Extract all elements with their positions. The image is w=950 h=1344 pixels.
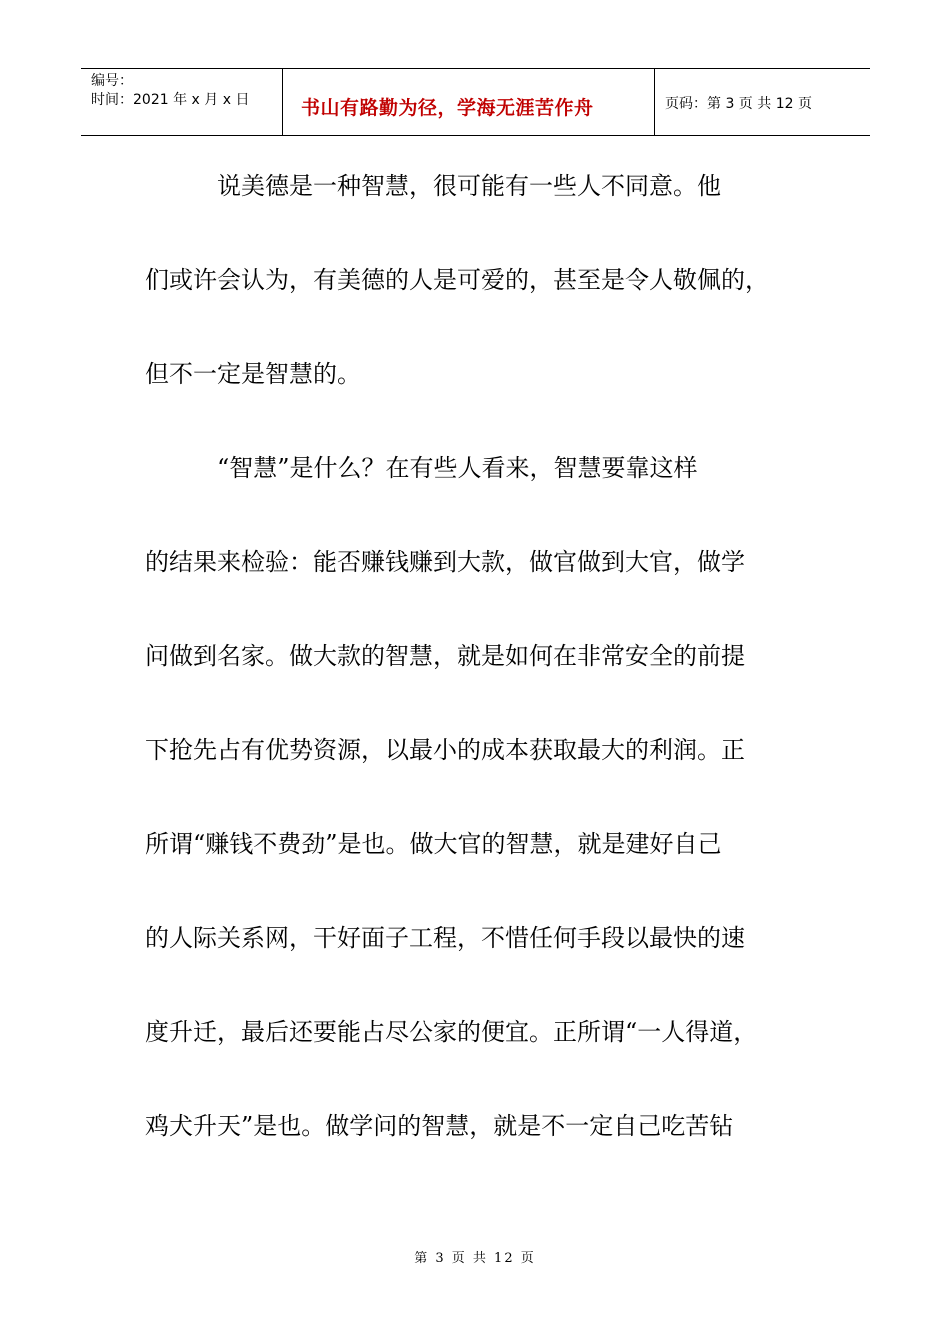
- text-line: 的人际关系网，干好面子工程，不惜任何手段以最快的速: [145, 924, 745, 952]
- text-line: “智慧”是什么？在有些人看来，智慧要靠这样: [145, 454, 698, 482]
- header-page-cell: [655, 69, 870, 135]
- text-line: 所谓“赚钱不费劲”是也。做大官的智慧，就是建好自己: [145, 830, 722, 858]
- page-footer: 第 3 页 共 12 页: [414, 1251, 536, 1266]
- document-body: [145, 160, 805, 1194]
- doc-number-label: 编号：: [91, 73, 133, 89]
- text-line: 问做到名家。做大款的智慧，就是如何在非常安全的前提: [145, 642, 745, 670]
- paragraph: [145, 442, 805, 1194]
- text-line: 们或许会认为，有美德的人是可爱的，甚至是令人敬佩的，: [145, 266, 769, 294]
- header-motto: 书山有路勤为径，学海无涯苦作舟: [301, 97, 594, 119]
- header-motto-cell: [283, 69, 655, 135]
- header-meta-cell: [81, 69, 283, 135]
- text-line: 说美德是一种智慧，很可能有一些人不同意。他: [145, 172, 721, 200]
- text-line: 下抢先占有优势资源，以最小的成本获取最大的利润。正: [145, 736, 745, 764]
- paragraph: [145, 160, 805, 442]
- text-line: 度升迁，最后还要能占尽公家的便宜。正所谓“一人得道，: [145, 1018, 758, 1046]
- text-line: 但不一定是智慧的。: [145, 360, 361, 388]
- header-page-info: 页码：第 3 页 共 12 页: [665, 96, 812, 112]
- document-header: [81, 68, 870, 136]
- text-line: 鸡犬升天”是也。做学问的智慧，就是不一定自己吃苦钻: [145, 1112, 734, 1140]
- doc-date-label: 时间：2021 年 x 月 x 日: [91, 92, 250, 108]
- text-line: 的结果来检验：能否赚钱赚到大款，做官做到大官，做学: [145, 548, 745, 576]
